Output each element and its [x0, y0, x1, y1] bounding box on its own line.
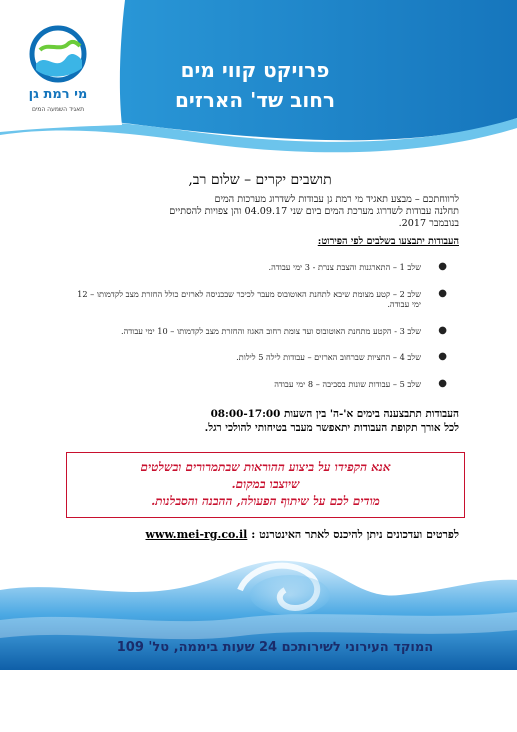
schedule-safety: לכל אורך תקופת העבודות יתאפשר מעבר בטיחותי להולכי רגל. [204, 422, 459, 434]
step-text: שלב 5 – עבודות שונות בסביבה – 8 ימי עבודה [274, 378, 421, 389]
step-text: שלב 1 – התארגנות והצבת צנרת - 3 ימי עבודה. [268, 262, 421, 272]
schedule-hours: העבודות תתבצענה בימים א'-ה' בין השעות 08:00-17:00 [210, 408, 459, 420]
notice-line: מודים לכם על שיתוף הפעולה, ההבנה והסבלנות. [151, 494, 380, 508]
bullet-icon: ● [438, 324, 447, 336]
step-item [77, 262, 447, 273]
website-link[interactable]: www.mei-rg.co.il [145, 528, 248, 541]
work-schedule [39, 407, 459, 435]
step-text: שלב 4 – החציות שברחוב הארזים – עבודות לילה 5 לילות. [236, 352, 421, 362]
intro-text [59, 194, 459, 230]
project-title: פרויקט קווי מים [180, 58, 330, 82]
step-item [77, 352, 447, 363]
website-line [39, 528, 459, 541]
bullet-icon: ● [438, 351, 447, 362]
step-item [77, 289, 447, 310]
steps-list [77, 262, 447, 405]
logo-tagline: תאגיד השמעה המים [31, 106, 85, 113]
greeting: תושבים יקרים – שלום רב, [188, 172, 332, 188]
intro-line: בנובמבר 2017. [398, 218, 459, 229]
mei-ramat-gan-logo [8, 12, 108, 122]
step-item [77, 379, 447, 390]
step-text: שלב 2 – קטע מצומת שיבא לתחנת האוטובוס מעבר לכיכר שבכניסה לארזים כולל החזרת מצב לקדמותו – 12 ימי עבודה. [77, 288, 421, 309]
step-item [77, 326, 447, 337]
steps-heading: העבודות יתבצעו בשלבים לפי הפירוט: [317, 236, 459, 247]
step-text: שלב 3 - הקטע מתחנת האוטובוס ועד צומת רחוב האגוז והחזרת מצב לקדמותו – 10 ימי עבודה. [120, 325, 421, 336]
bullet-icon: ● [438, 261, 447, 272]
safety-notice-box [66, 452, 465, 518]
municipal-hotline: המוקד העירוני לשירותכם 24 שעות ביממה, טל' 109 [116, 640, 434, 655]
bullet-icon: ● [438, 377, 447, 389]
intro-line: לרווחתכם – מבצע תאגיד מי רמת גן עבודות לשדרוג מערכות המים [214, 194, 459, 205]
logo-name: מי רמת גן [28, 87, 88, 102]
notice-line: שיוצבו במקום. [231, 477, 300, 491]
bullet-icon: ● [438, 287, 447, 299]
intro-line: תחלנה עבודות לשדרוג מערכת המים ביום שני 04.09.17 והן צפויות להסתיים [169, 206, 459, 217]
street-title: רחוב שד' הארזים [175, 88, 335, 112]
website-prefix: לפרטים ועדכונים ניתן להיכנס לאתר האינטרנט : [251, 528, 459, 541]
notice-line: אנא הקפידו על ביצוע ההוראות שבתמרורים ובשלטים [140, 460, 391, 474]
